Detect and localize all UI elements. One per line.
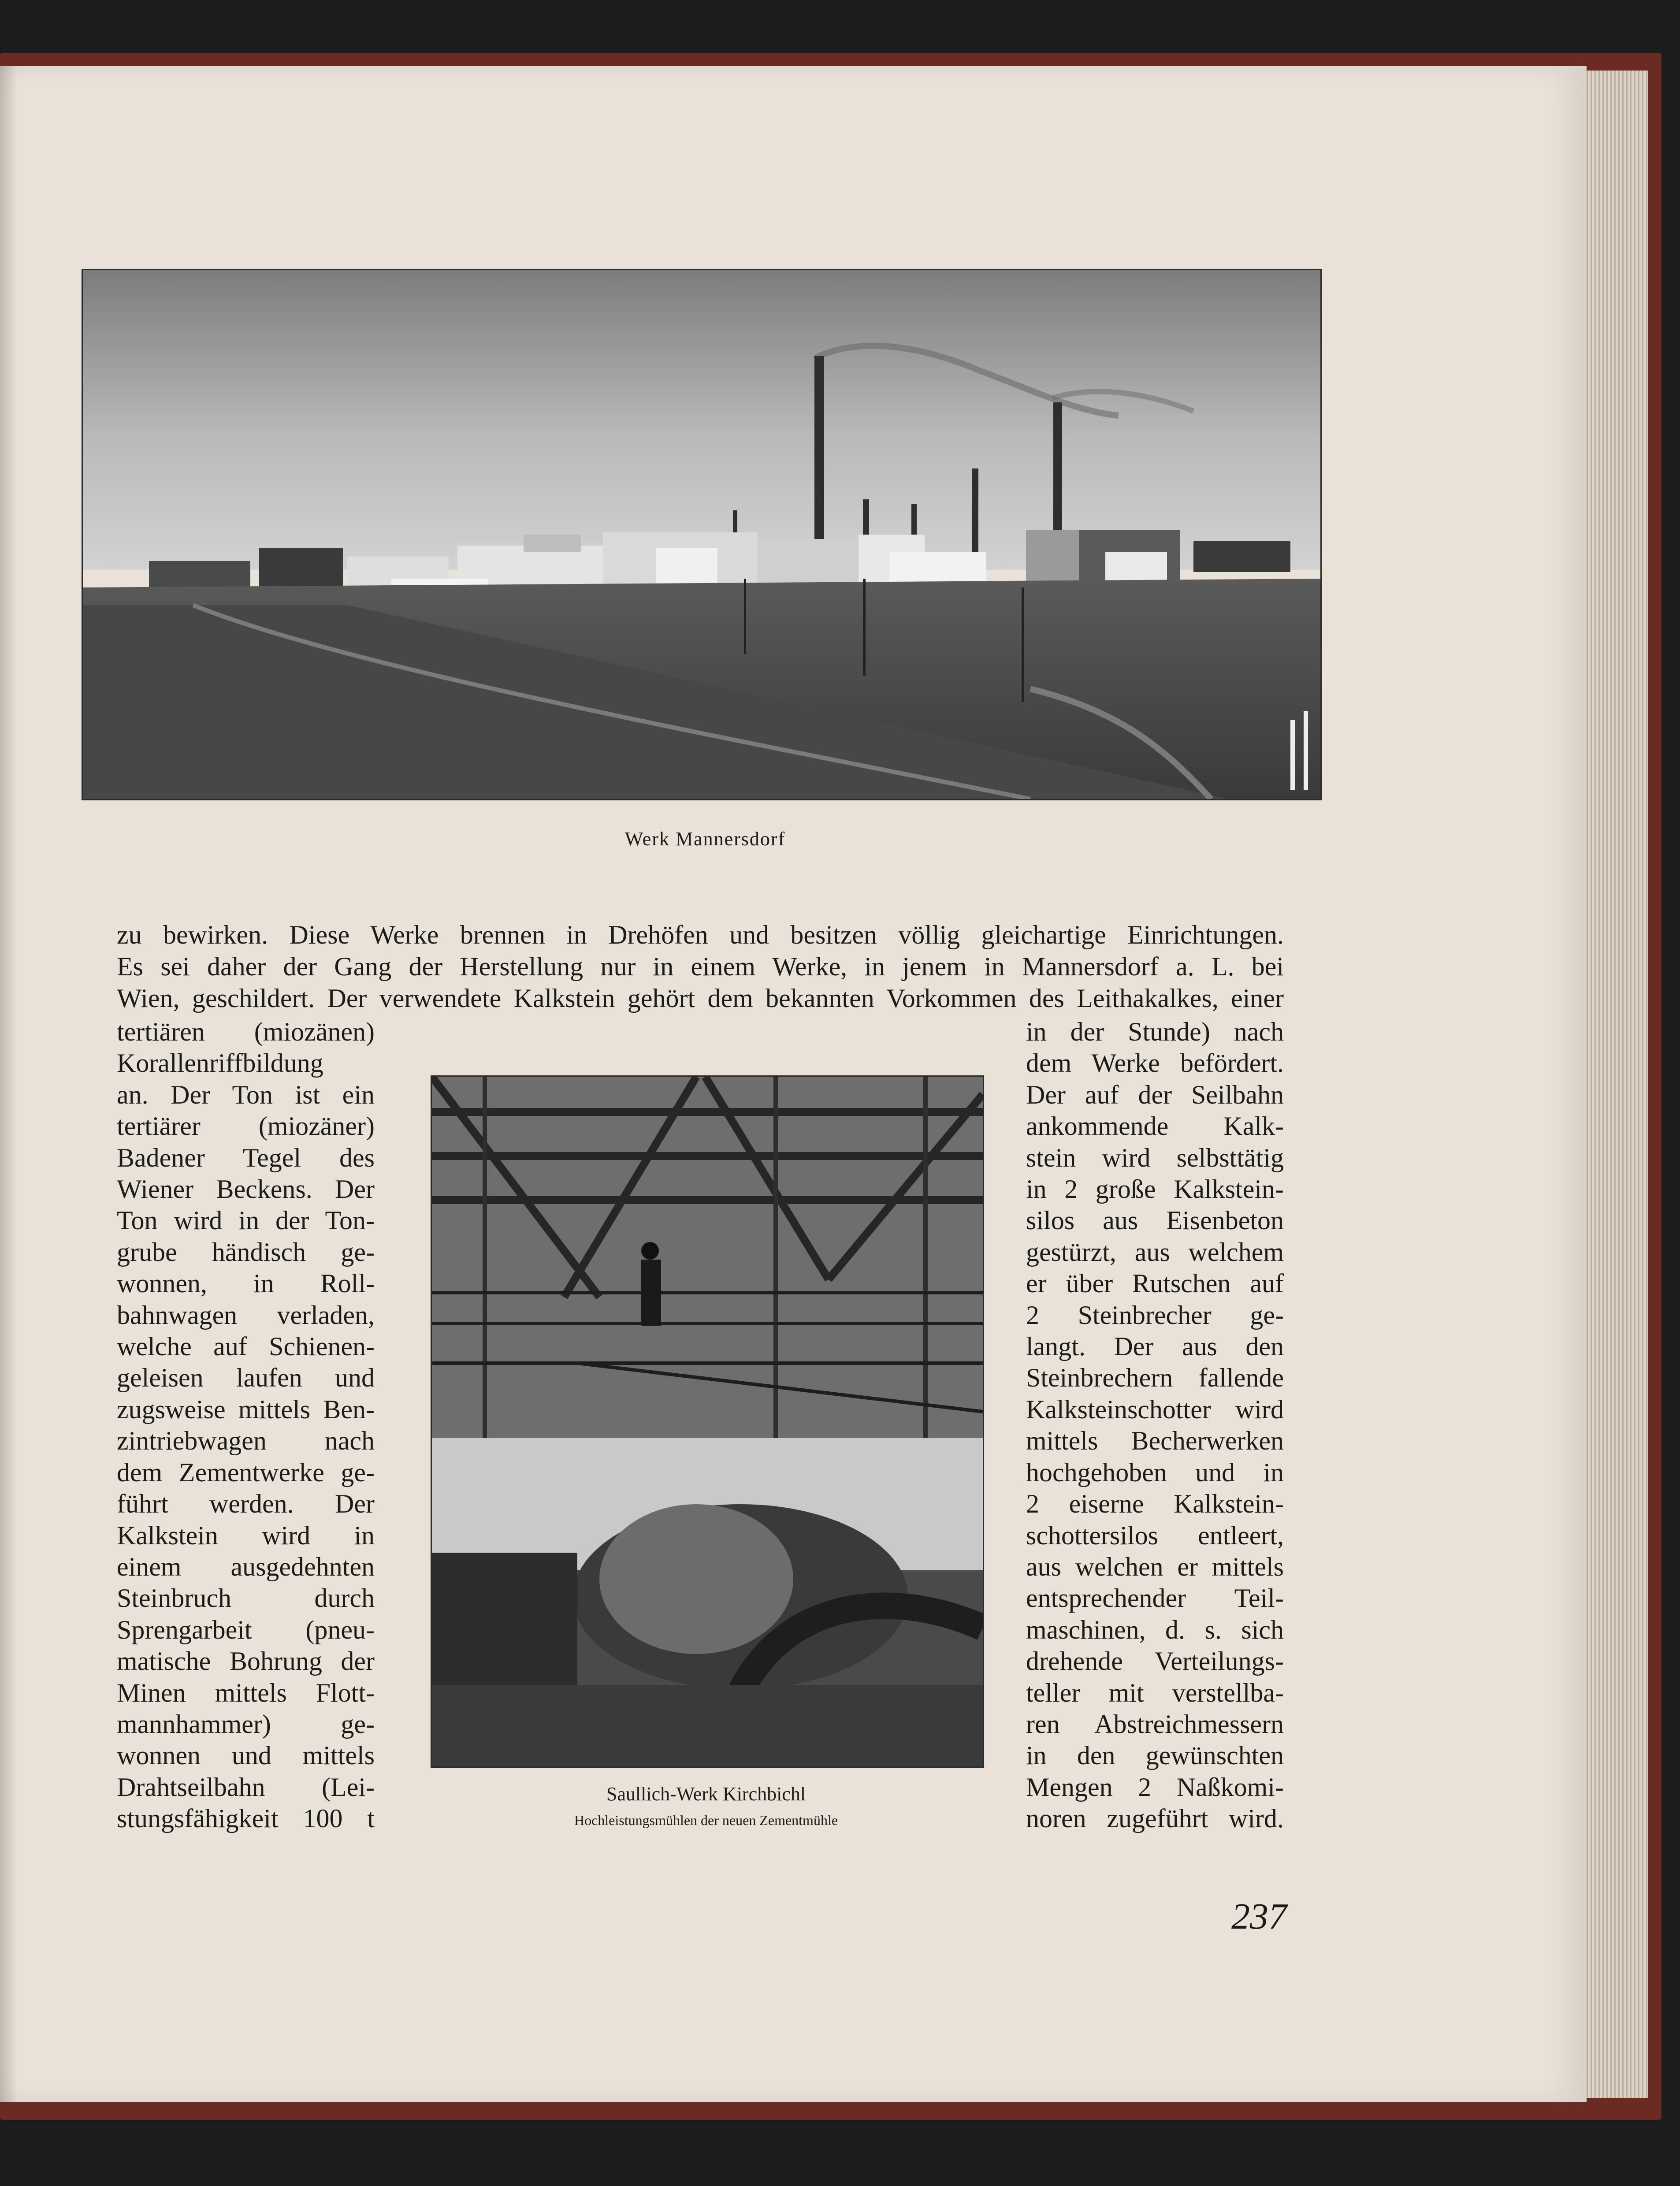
left-column-line: mannhammer) ge- — [117, 1709, 375, 1739]
left-column-line: tertiärer (miozäner) — [117, 1112, 375, 1141]
right-column-line: ankommende Kalk- — [1026, 1112, 1284, 1141]
left-column-line: führt werden. Der — [117, 1489, 375, 1519]
left-column-line: bahnwagen verladen, — [117, 1300, 375, 1330]
left-column-line: Ton wird in der Ton- — [117, 1206, 375, 1235]
cement-mill-interior-image — [432, 1077, 983, 1766]
right-column-line: dem Werke befördert. — [1026, 1048, 1284, 1078]
right-column-line: ren Abstreichmessern — [1026, 1709, 1284, 1739]
right-column-line: in 2 große Kalkstein- — [1026, 1175, 1284, 1204]
right-column-line: gestürzt, aus welchem — [1026, 1237, 1284, 1267]
left-column-line: Drahtseilbahn (Lei- — [117, 1772, 375, 1802]
left-column-line: grube händisch ge- — [117, 1237, 375, 1267]
left-column-line: Badener Tegel des — [117, 1143, 375, 1172]
top-photo-caption: Werk Mannersdorf — [624, 828, 786, 850]
left-column-line: matische Bohrung der — [117, 1647, 375, 1676]
center-photo — [431, 1075, 984, 1768]
left-column-line: wonnen, in Roll- — [117, 1269, 375, 1298]
right-column-line: Steinbrechern fallende — [1026, 1363, 1284, 1393]
left-column-line: welche auf Schienen- — [117, 1332, 375, 1361]
factory-landscape-image — [83, 270, 1320, 799]
intro-line: Wien, geschildert. Der verwendete Kalkstein gehört dem bekannten Vorkommen des Leithakalkes, einer — [117, 984, 1284, 1013]
gutter-shadow — [0, 66, 18, 2102]
center-photo-caption-subtitle: Hochleistungsmühlen der neuen Zementmühle — [574, 1812, 838, 1828]
left-column-line: Wiener Beckens. Der — [117, 1175, 375, 1204]
right-column-line: entsprechender Teil- — [1026, 1584, 1284, 1613]
right-column-line: noren zugeführt wird. — [1026, 1804, 1284, 1833]
left-column-line: zintriebwagen nach — [117, 1426, 375, 1456]
right-column-line: er über Rutschen auf — [1026, 1269, 1284, 1298]
left-column-line: Minen mittels Flott- — [117, 1678, 375, 1707]
right-column-line: mittels Becherwerken — [1026, 1426, 1284, 1456]
intro-line: zu bewirken. Diese Werke brennen in Drehöfen und besitzen völlig gleichartige Einrichtungen. — [117, 920, 1284, 949]
center-photo-caption-title: Saullich-Werk Kirchbichl — [606, 1783, 806, 1805]
left-column-line: Sprengarbeit (pneu- — [117, 1615, 375, 1644]
intro-line: Es sei daher der Gang der Herstellung nur in einem Werke, in jenem in Mannersdorf a. L. bei — [117, 952, 1284, 981]
right-column-line: schottersilos entleert, — [1026, 1521, 1284, 1550]
left-column-line: stungsfähigkeit 100 t — [117, 1804, 375, 1833]
left-column-line: zugsweise mittels Ben- — [117, 1394, 375, 1424]
right-column-line: in den gewünschten — [1026, 1741, 1284, 1770]
right-column-line: langt. Der aus den — [1026, 1332, 1284, 1361]
right-column-line: stein wird selbsttätig — [1026, 1143, 1284, 1172]
left-column-line: wonnen und mittels — [117, 1741, 375, 1770]
left-column-line: Kalkstein wird in — [117, 1521, 375, 1550]
left-column-line: geleisen laufen und — [117, 1363, 375, 1393]
left-column-line: tertiären (miozänen) — [117, 1017, 375, 1046]
right-column-line: teller mit verstellba- — [1026, 1678, 1284, 1707]
right-column-line: Kalksteinschotter wird — [1026, 1394, 1284, 1424]
right-column-line: silos aus Eisenbeton — [1026, 1206, 1284, 1235]
left-column-line: Steinbruch durch — [117, 1584, 375, 1613]
left-column-line: einem ausgedehnten — [117, 1552, 375, 1581]
left-column — [117, 1016, 375, 1835]
left-column-line: dem Zementwerke ge- — [117, 1457, 375, 1487]
left-column-line: an. Der Ton ist ein — [117, 1080, 375, 1109]
right-column-line: maschinen, d. s. sich — [1026, 1615, 1284, 1644]
left-column-line: Korallenriffbildung — [117, 1048, 323, 1078]
right-column-line: Der auf der Seilbahn — [1026, 1080, 1284, 1109]
page-number: 237 — [1231, 1896, 1287, 1937]
top-photo — [82, 269, 1322, 800]
right-column-line: hochgehoben und in — [1026, 1457, 1284, 1487]
right-column-line: 2 eiserne Kalkstein- — [1026, 1489, 1284, 1519]
right-column-line: drehende Verteilungs- — [1026, 1647, 1284, 1676]
intro-paragraph — [117, 919, 1284, 1014]
right-column — [1026, 1016, 1284, 1835]
right-column-line: in der Stunde) nach — [1026, 1017, 1284, 1046]
right-column-line: Mengen 2 Naßkomi- — [1026, 1772, 1284, 1802]
right-column-line: 2 Steinbrecher ge- — [1026, 1300, 1284, 1330]
right-column-line: aus welchen er mittels — [1026, 1552, 1284, 1581]
